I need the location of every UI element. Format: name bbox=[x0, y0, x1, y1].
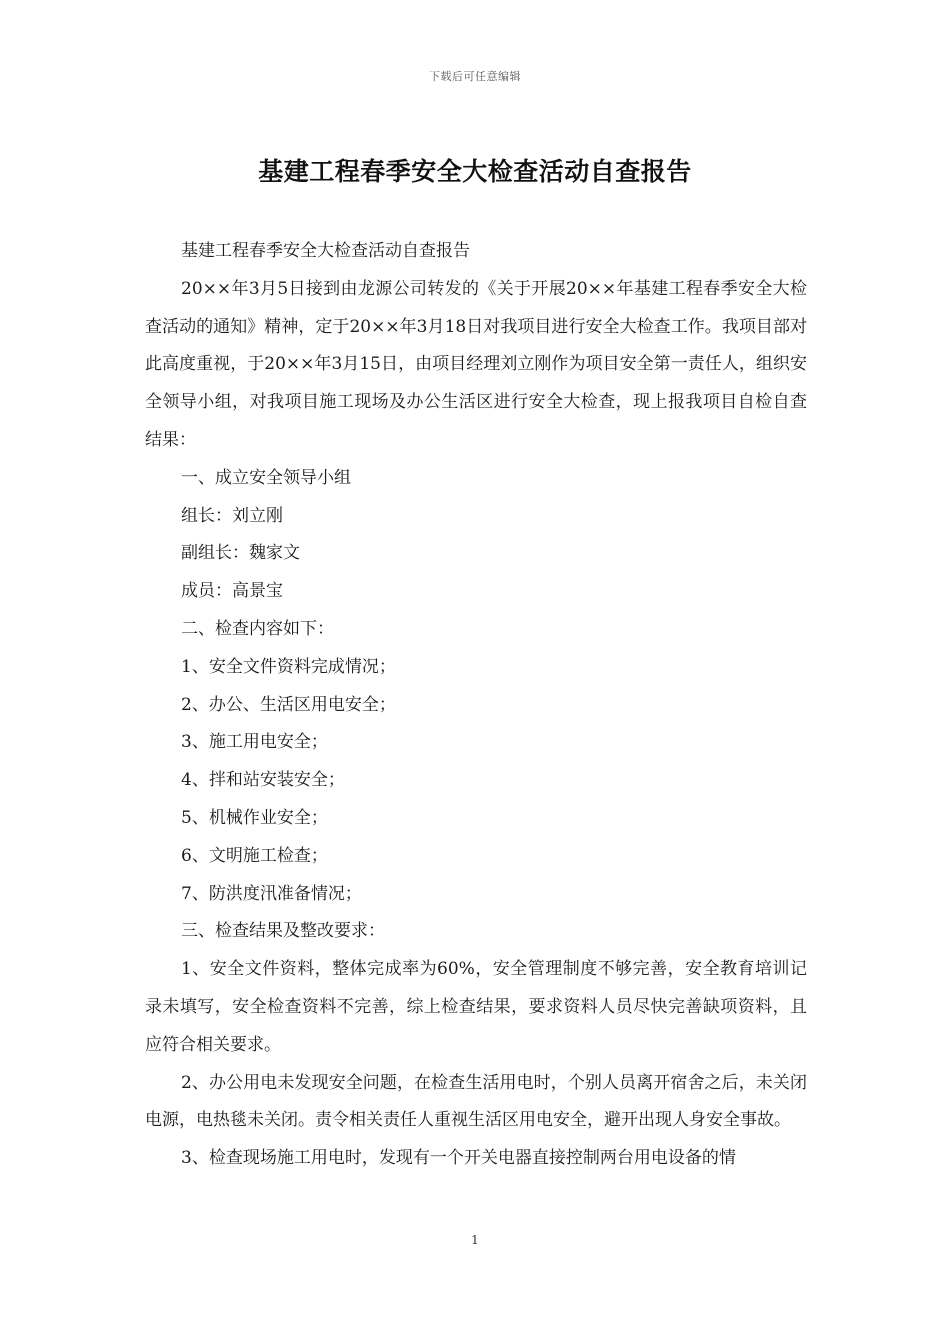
list-item-member: 成员：高景宝 bbox=[181, 581, 283, 602]
list-item: 1、安全文件资料完成情况； bbox=[181, 656, 396, 677]
section-heading-2: 二、检查内容如下： bbox=[181, 618, 334, 639]
list-item: 6、文明施工检查； bbox=[181, 845, 328, 866]
section-heading-1: 一、成立安全领导小组 bbox=[181, 467, 351, 488]
list-item: 4、拌和站安装安全； bbox=[181, 770, 345, 791]
list-item: 7、防洪度汛准备情况； bbox=[181, 883, 362, 904]
page-number: 1 bbox=[471, 1233, 479, 1247]
list-item-deputy-leader: 副组长：魏家文 bbox=[181, 543, 300, 564]
result-paragraph: 3、检查现场施工用电时，发现有一个开关电器直接控制两台用电设备的情 bbox=[181, 1148, 736, 1169]
result-paragraph: 2、办公用电未发现安全问题，在检查生活用电时，个别人员离开宿舍之后，未关闭电源，电热毯未关闭。责令相关责任人重视生活区用电安全，避开出现人身安全事故。 bbox=[145, 1072, 807, 1131]
list-item: 2、办公、生活区用电安全； bbox=[181, 694, 396, 715]
paragraph-intro: 20××年3月5日接到由龙源公司转发的《关于开展20××年基建工程春季安全大检查活动的通知》精神，定于20××年3月18日对我项目进行安全大检查工作。我项目部对此高度重视，于20××年3月15日，由项目经理刘立刚作为项目安全第一责任人，组织安全领导小组，对我项目施工现场及办公生活区进行安全大检查，现上报我项目自检自查结果： bbox=[145, 278, 807, 450]
document-body bbox=[145, 233, 807, 1178]
result-paragraph: 1、安全文件资料，整体完成率为60%，安全管理制度不够完善，安全教育培训记录未填写，安全检查资料不完善，综上检查结果，要求资料人员尽快完善缺项资料，且应符合相关要求。 bbox=[145, 959, 807, 1055]
list-item: 3、施工用电安全； bbox=[181, 732, 328, 753]
document-title: 基建工程春季安全大检查活动自查报告 bbox=[258, 157, 692, 186]
paragraph-subtitle: 基建工程春季安全大检查活动自查报告 bbox=[181, 241, 470, 261]
page-header-note: 下载后可任意编辑 bbox=[429, 70, 521, 83]
list-item-leader: 组长：刘立刚 bbox=[181, 505, 283, 526]
section-heading-3: 三、检查结果及整改要求： bbox=[181, 921, 385, 942]
list-item: 5、机械作业安全； bbox=[181, 807, 328, 828]
